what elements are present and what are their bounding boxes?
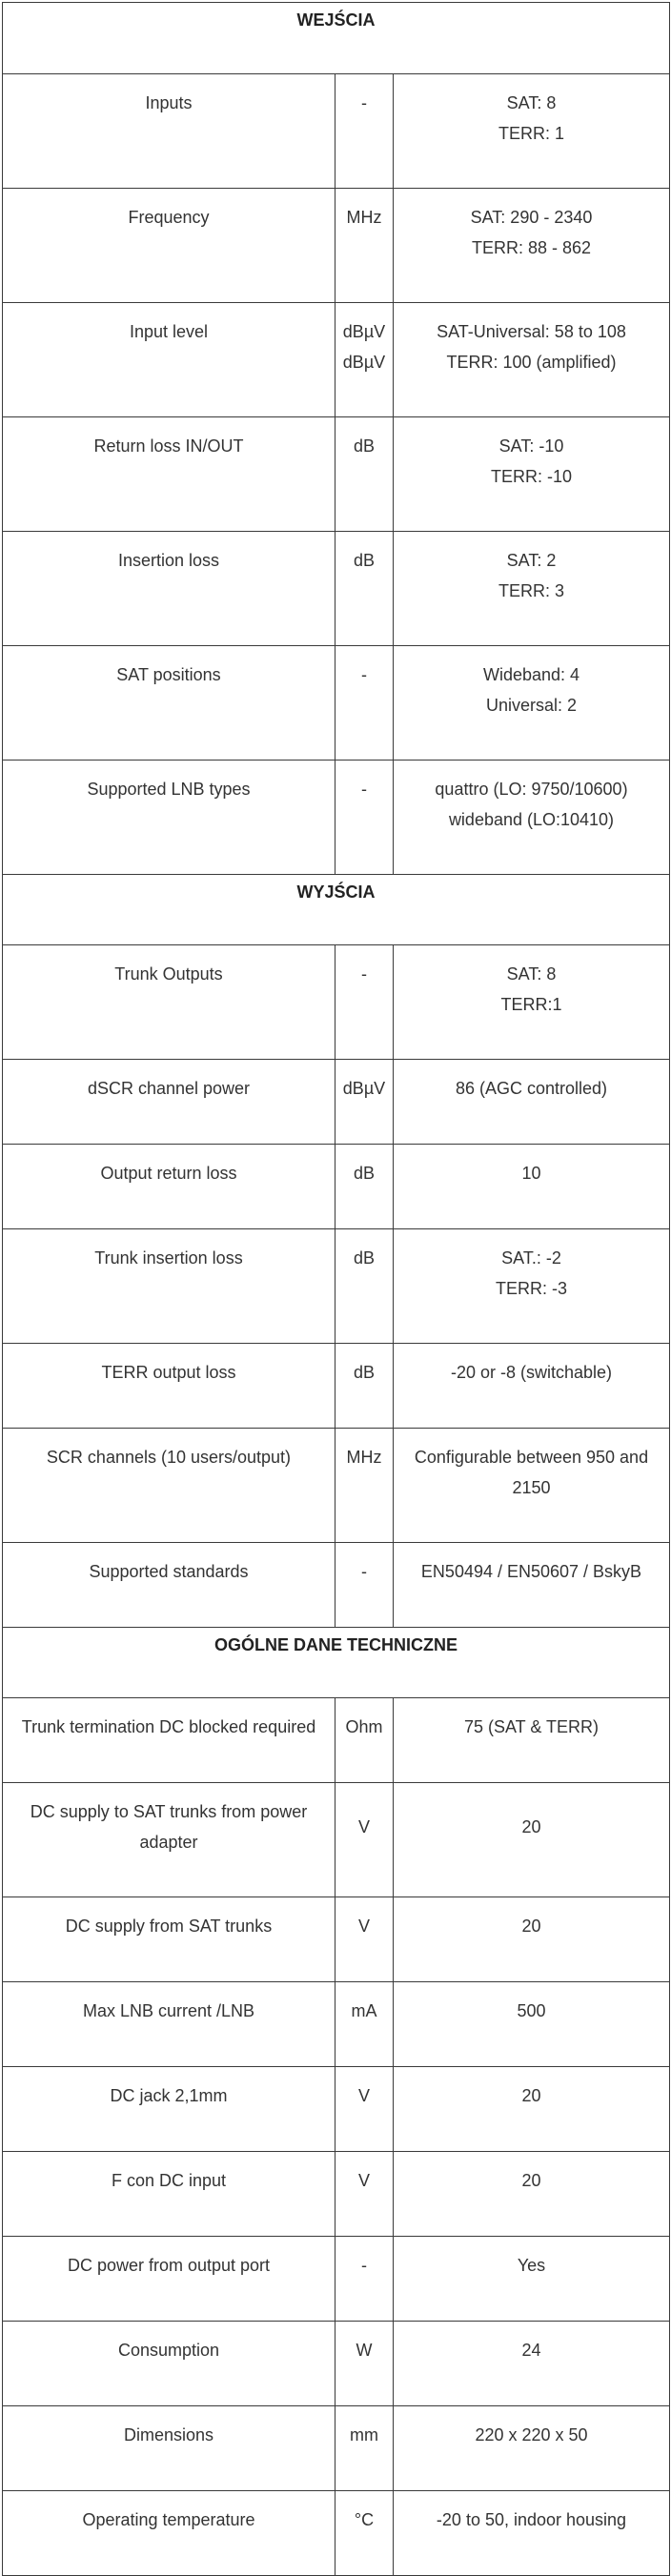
param-unit: - (336, 761, 394, 875)
table-row (3, 1344, 670, 1429)
param-value: SAT: 8 TERR: 1 (394, 74, 670, 189)
param-unit: - (336, 945, 394, 1060)
table-row (3, 1429, 670, 1543)
table-row (3, 2322, 670, 2406)
table-row (3, 189, 670, 303)
param-unit: °C (336, 2491, 394, 2576)
table-row (3, 74, 670, 189)
param-value: SAT: 8 TERR:1 (394, 945, 670, 1060)
param-name: DC jack 2,1mm (3, 2067, 336, 2152)
param-value: -20 to 50, indoor housing (394, 2491, 670, 2576)
table-row (3, 1145, 670, 1229)
param-unit: MHz (336, 189, 394, 303)
param-unit: - (336, 74, 394, 189)
param-value: Configurable between 950 and 2150 (394, 1429, 670, 1543)
param-name: DC supply from SAT trunks (3, 1897, 336, 1982)
table-row (3, 2152, 670, 2237)
table-row (3, 1698, 670, 1783)
param-name: Consumption (3, 2322, 336, 2406)
param-name: Input level (3, 303, 336, 417)
table-row (3, 1783, 670, 1897)
table-row (3, 2237, 670, 2322)
table-row (3, 2406, 670, 2491)
table-row (3, 1060, 670, 1145)
param-name: F con DC input (3, 2152, 336, 2237)
param-unit: W (336, 2322, 394, 2406)
param-value: -20 or -8 (switchable) (394, 1344, 670, 1429)
param-name: Trunk insertion loss (3, 1229, 336, 1344)
param-name: Dimensions (3, 2406, 336, 2491)
param-value: 220 x 220 x 50 (394, 2406, 670, 2491)
param-unit: dBµV (336, 1060, 394, 1145)
table-row (3, 2067, 670, 2152)
table-row (3, 2491, 670, 2576)
param-value: Wideband: 4 Universal: 2 (394, 646, 670, 761)
param-value: 86 (AGC controlled) (394, 1060, 670, 1145)
param-value: 20 (394, 2067, 670, 2152)
param-value: SAT: 2 TERR: 3 (394, 532, 670, 646)
param-name: SAT positions (3, 646, 336, 761)
param-value: SAT: 290 - 2340 TERR: 88 - 862 (394, 189, 670, 303)
param-value: 10 (394, 1145, 670, 1229)
table-row (3, 303, 670, 417)
param-unit: Ohm (336, 1698, 394, 1783)
table-row (3, 1897, 670, 1982)
param-value: 500 (394, 1982, 670, 2067)
table-row (3, 1229, 670, 1344)
param-unit: V (336, 1897, 394, 1982)
spec-table-body (3, 3, 670, 2576)
param-unit: V (336, 2152, 394, 2237)
table-row (3, 532, 670, 646)
table-row (3, 761, 670, 875)
param-value: Yes (394, 2237, 670, 2322)
section-header-row (3, 1628, 670, 1698)
param-unit: dB (336, 1344, 394, 1429)
param-unit: dB (336, 1229, 394, 1344)
spec-table (2, 2, 670, 2576)
param-value: SAT: -10 TERR: -10 (394, 417, 670, 532)
param-name: Supported standards (3, 1543, 336, 1628)
param-name: Trunk Outputs (3, 945, 336, 1060)
param-value: 24 (394, 2322, 670, 2406)
param-name: DC power from output port (3, 2237, 336, 2322)
param-unit: dBµV dBµV (336, 303, 394, 417)
section-header-row (3, 3, 670, 74)
param-value: quattro (LO: 9750/10600) wideband (LO:10410) (394, 761, 670, 875)
section-title-outputs: WYJŚCIA (3, 875, 670, 945)
section-title-inputs: WEJŚCIA (3, 3, 670, 74)
param-name: DC supply to SAT trunks from power adapter (3, 1783, 336, 1897)
section-header-row (3, 875, 670, 945)
param-value: SAT.: -2 TERR: -3 (394, 1229, 670, 1344)
param-value: 20 (394, 1897, 670, 1982)
param-name: Max LNB current /LNB (3, 1982, 336, 2067)
param-name: Inputs (3, 74, 336, 189)
param-value: EN50494 / EN50607 / BskyB (394, 1543, 670, 1628)
param-unit: - (336, 1543, 394, 1628)
param-value: 20 (394, 1783, 670, 1897)
param-name: Operating temperature (3, 2491, 336, 2576)
param-value: SAT-Universal: 58 to 108 TERR: 100 (amplified) (394, 303, 670, 417)
param-name: Frequency (3, 189, 336, 303)
table-row (3, 646, 670, 761)
param-unit: dB (336, 417, 394, 532)
param-unit: - (336, 2237, 394, 2322)
section-title-general: OGÓLNE DANE TECHNICZNE (3, 1628, 670, 1698)
param-name: Trunk termination DC blocked required (3, 1698, 336, 1783)
param-unit: dB (336, 532, 394, 646)
param-unit: V (336, 1783, 394, 1897)
param-unit: - (336, 646, 394, 761)
param-name: Output return loss (3, 1145, 336, 1229)
param-name: Supported LNB types (3, 761, 336, 875)
param-unit: mA (336, 1982, 394, 2067)
table-row (3, 945, 670, 1060)
param-name: SCR channels (10 users/output) (3, 1429, 336, 1543)
param-unit: dB (336, 1145, 394, 1229)
table-row (3, 1543, 670, 1628)
param-unit: mm (336, 2406, 394, 2491)
table-row (3, 417, 670, 532)
param-value: 20 (394, 2152, 670, 2237)
param-value: 75 (SAT & TERR) (394, 1698, 670, 1783)
param-name: dSCR channel power (3, 1060, 336, 1145)
param-name: Insertion loss (3, 532, 336, 646)
param-unit: MHz (336, 1429, 394, 1543)
param-name: TERR output loss (3, 1344, 336, 1429)
param-unit: V (336, 2067, 394, 2152)
table-row (3, 1982, 670, 2067)
param-name: Return loss IN/OUT (3, 417, 336, 532)
